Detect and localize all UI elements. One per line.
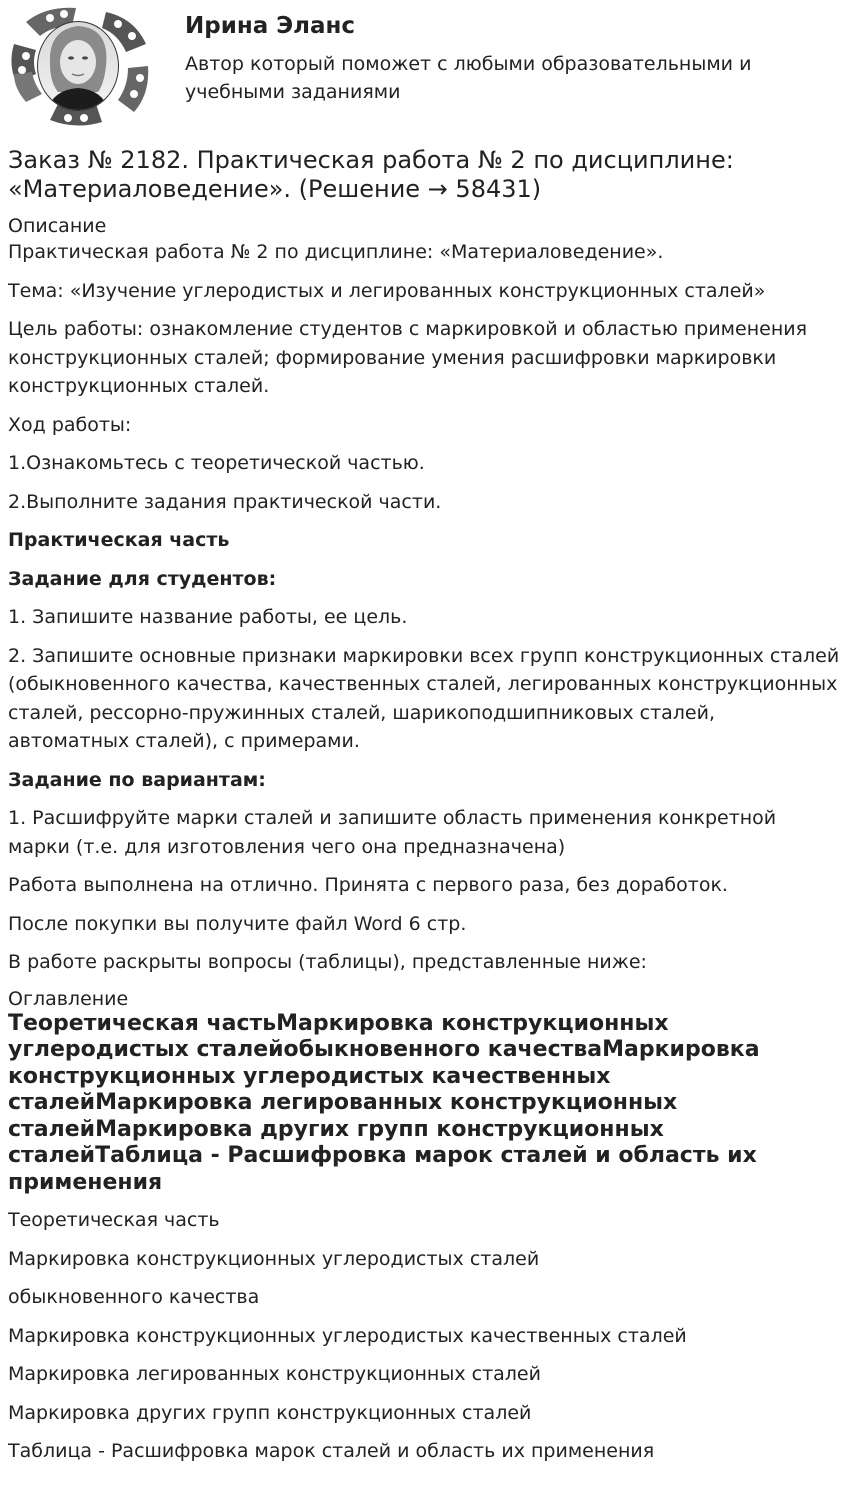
students-heading: Задание для студентов: [8,567,277,590]
description-paragraph: Тема: «Изучение углеродистых и легированных конструкционных сталей» [8,279,766,302]
toc-item: Маркировка конструкционных углеродистых качественных сталей [8,1324,687,1347]
author-header [0,0,847,140]
description-paragraph: 1.Ознакомьтесь с теоретической частью. [8,452,425,474]
toc-item: Таблица - Расшифровка марок сталей и область их применения [8,1440,655,1462]
order-content [8,146,840,1476]
toc-item: Маркировка легированных конструкционных сталей [8,1363,541,1385]
variant-task: 1. Расшифруйте марки сталей и запишите область применения конкретной марки (т.е. для изготовления чего она предназначена) [8,807,777,858]
description-paragraph: 2.Выполните задания практической части. [8,490,442,513]
toc-item: Маркировка конструкционных углеродистых сталей [8,1247,540,1270]
description-label: Описание [8,215,107,237]
toc-label: Оглавление [8,987,129,1010]
description-paragraph: Практическая работа № 2 по дисциплине: «Материаловедение». [8,241,664,263]
student-task: 2. Запишите основные признаки маркировки всех групп конструкционных сталей (обыкновенного качества, качественных сталей, легированных конструкционных сталей, рессорно-пружинных сталей, шарикоподшипниковых сталей, автоматных сталей), с примерами. [8,644,840,752]
note-text: В работе раскрыты вопросы (таблицы), представленные ниже: [8,951,647,973]
student-task: 1. Запишите название работы, ее цель. [8,606,408,628]
note-text: После покупки вы получите файл Word 6 стр. [8,912,467,935]
practical-heading: Практическая часть [8,529,230,551]
description-paragraph: Ход работы: [8,413,132,436]
toc-item: Маркировка других групп конструкционных сталей [8,1401,532,1424]
description-paragraph: Цель работы: ознакомление студентов с маркировкой и областью применения конструкционных сталей; формирование умения расшифровки маркировки конструкционных сталей. [8,318,808,397]
film-frame-avatar-icon [6,4,152,128]
note-text: Работа выполнена на отлично. Принята с первого раза, без доработок. [8,874,728,896]
author-avatar[interactable] [6,4,152,128]
author-name[interactable]: Ирина Эланс [185,13,356,39]
toc-item: Теоретическая часть [8,1209,220,1231]
order-title: Заказ № 2182. Практическая работа № 2 по дисциплине: «Материаловедение». (Решение → 58431) [8,146,734,203]
author-description: Автор который поможет с любыми образовательными и учебными заданиями [185,53,752,103]
toc-item: обыкновенного качества [8,1286,260,1308]
toc-combined: Теоретическая частьМаркировка конструкционных углеродистых сталейобыкновенного качестваМаркировка конструкционных углеродистых качественных сталейМаркировка легированных конструкционных сталейМаркировка других групп конструкционных сталейТаблица - Расшифровка марок сталей и область их применения [8,1010,760,1195]
variants-heading: Задание по вариантам: [8,768,266,791]
